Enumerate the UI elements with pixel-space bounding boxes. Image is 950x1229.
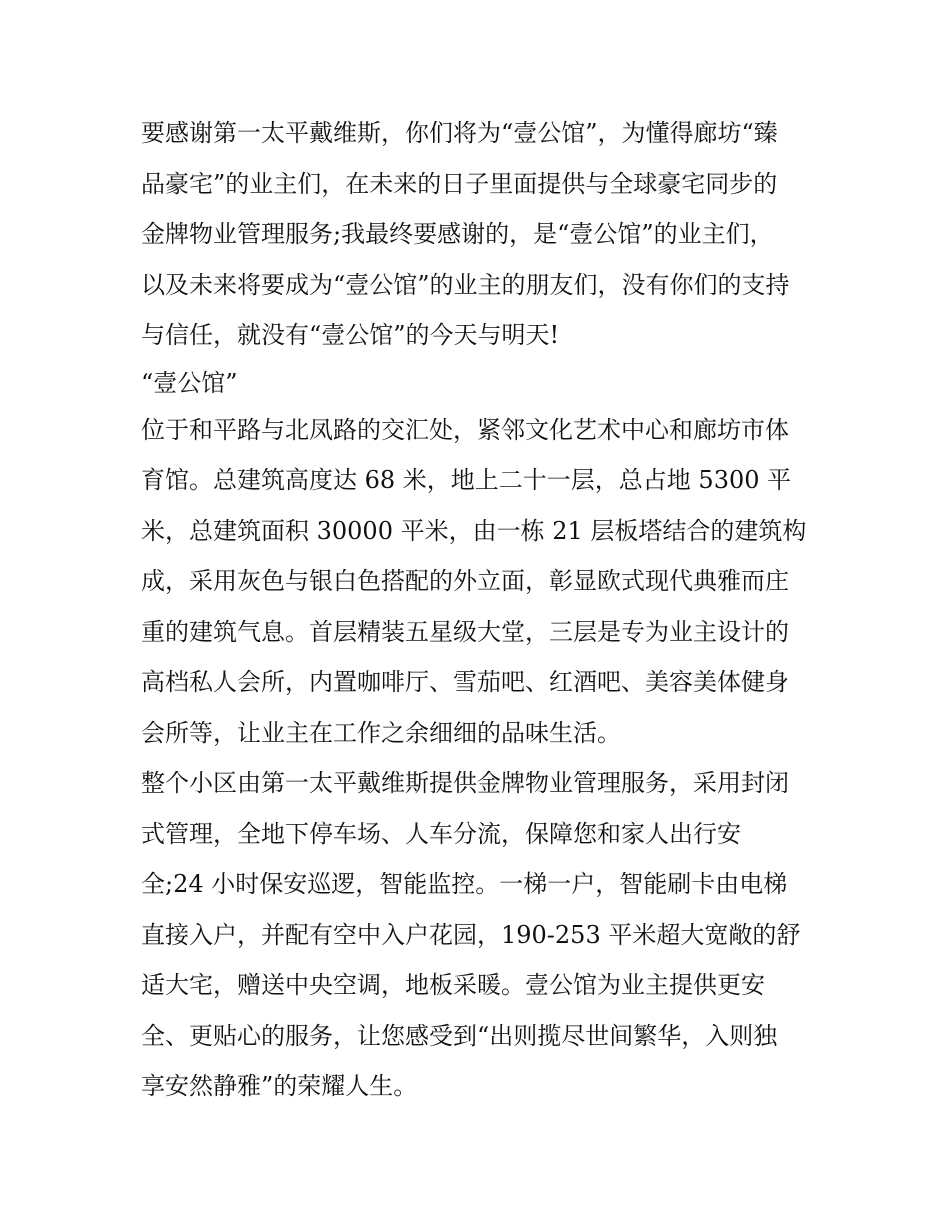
- paragraph-location: [141, 405, 821, 759]
- text-line: 要感谢第一太平戴维斯，你们将为“壹公馆”，为懂得廊坊“臻: [141, 119, 778, 147]
- text-line: 式管理，全地下停车场、人车分流，保障您和家人出行安: [141, 819, 741, 848]
- text-line: 位于和平路与北凤路的交汇处，紧邻文化艺术中心和廊坊市体: [141, 415, 789, 444]
- text-line: 全;24 小时保安巡逻，智能监控。一梯一户，智能刷卡由电梯: [141, 870, 788, 898]
- text-line: 会所等，让业主在工作之余细细的品味生活。: [141, 718, 621, 747]
- text-line: 整个小区由第一太平戴维斯提供金牌物业管理服务，采用封闭: [141, 769, 789, 797]
- section-heading: [141, 361, 821, 405]
- text-line: 品豪宅”的业主们，在未来的日子里面提供与全球豪宅同步的: [141, 169, 778, 198]
- text-line: 成，采用灰色与银白色搭配的外立面，彰显欧式现代典雅而庄: [141, 567, 789, 595]
- text-line: 享安然静雅”的荣耀人生。: [141, 1072, 418, 1100]
- text-line: 直接入户，并配有空中入户花园，190-253 平米超大宽敞的舒: [141, 920, 801, 949]
- paragraph-thanks: [141, 108, 821, 361]
- paragraph-management: [141, 758, 821, 1112]
- text-line: 全、更贴心的服务，让您感受到“出则揽尽世间繁华，入则独: [141, 1021, 778, 1050]
- text-line: 育馆。总建筑高度达 68 米，地上二十一层，总占地 5300 平: [141, 466, 792, 494]
- text-line: 米，总建筑面积 30000 平米，由一栋 21 层板塔结合的建筑构: [141, 516, 807, 545]
- text-line: 以及未来将要成为“壹公馆”的业主的朋友们，没有你们的支持: [141, 270, 790, 299]
- text-line: 与信任，就没有“壹公馆”的今天与明天!: [141, 321, 560, 349]
- text-line: 适大宅，赠送中央空调，地板采暖。壹公馆为业主提供更安: [141, 971, 765, 999]
- text-line: 高档私人会所，内置咖啡厅、雪茄吧、红酒吧、美容美体健身: [141, 668, 789, 696]
- document-body: [141, 108, 821, 1112]
- heading-text: “壹公馆”: [141, 368, 238, 397]
- text-line: 金牌物业管理服务;我最终要感谢的，是“壹公馆”的业主们，: [141, 220, 774, 248]
- text-line: 重的建筑气息。首层精装五星级大堂，三层是专为业主设计的: [141, 617, 789, 646]
